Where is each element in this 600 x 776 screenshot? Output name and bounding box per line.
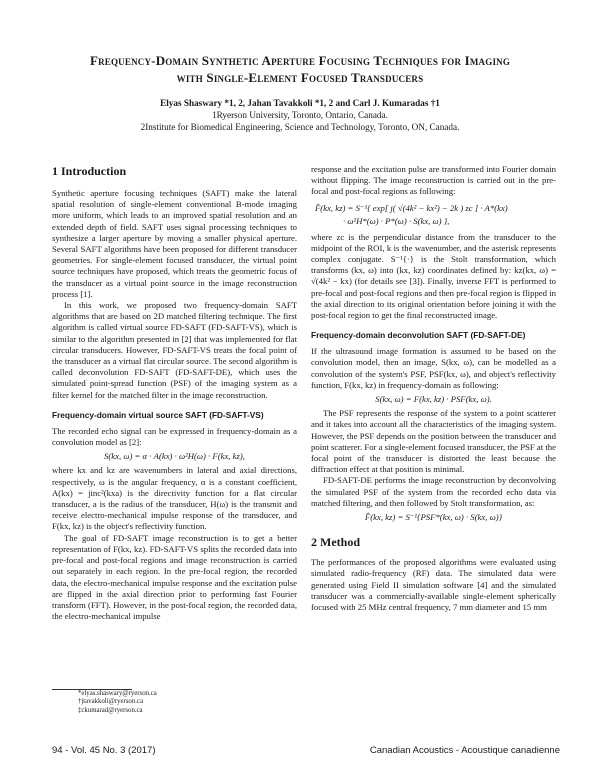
- footnote-3: ‡ckumarad@ryerson.ca: [78, 706, 143, 714]
- paragraph: where zc is the perpendicular distance from the transducer to the midpoint of the ROI, k is the wavenumber, and the asterisk represents complex conjugate. S⁻¹{·} is the Stolt transformation, which transforms (kx, ω) into (kx, kz) coordinates defined by: kz(kx, ω) = √(4k² − kx) (for details see [3]). Finally, inverse FFT is performed to pre-focal and post-focal regions and then pre-focal region is flipped in the axial direction to its original orientation before joining it with the post-focal region to get the final reconstructed image.: [311, 231, 556, 321]
- footnote-2: †jtavakkoli@ryerson.ca: [78, 698, 143, 706]
- equation-2: [311, 202, 556, 228]
- paper-title: [40, 52, 560, 86]
- paragraph: The performances of the proposed algorithms were evaluated using simulated radio-frequency (RF) data. The simulated data were generated using Field II simulation software [4] and the simulated transducer was a commercially-available single-element spherically focused with 25 MHz central frequency, 7 mm diameter and 15 mm: [311, 557, 556, 613]
- right-column: [311, 164, 556, 613]
- affiliation-2: 2Institute for Biomedical Engineering, Science and Technology, Toronto, ON, Canada.: [140, 122, 460, 132]
- paragraph: If the ultrasound image formation is assumed to be based on the convolution model, then an image, S(kx, ω), can be modelled as a convolution of the system's PSF, PSF(kx, ω), and object's reflectivity function, F(kx, kz) in frequency-domain as following:: [311, 346, 556, 390]
- title-line-1: Frequency-Domain Synthetic Aperture Focusing Techniques for Imaging: [89, 53, 511, 68]
- author-names: Elyas Shaswary *1, 2, Jahan Tavakkoli *1, 2 and Carl J. Kumaradas †1: [160, 98, 440, 108]
- title-line-2: with Single-Element Focused Transducers: [176, 70, 424, 85]
- footnotes: [78, 690, 157, 715]
- equation-2-line-2: · ω²H*(ω) · P*(ω) · S(kx, ω) },: [343, 215, 450, 226]
- section-heading-method: 2 Method: [311, 535, 360, 550]
- page-footer-right: Canadian Acoustics - Acoustique canadienne: [369, 745, 560, 756]
- paragraph: Synthetic aperture focusing techniques (SAFT) make the lateral spatial resolution of single-element conventional B-mode imaging more uniform, which leads to an improved spatial resolution and an extended depth of field. SAFT uses signal processing techniques to synthesize a larger aperture by moving a smaller physical aperture. Several SAFT algorithms have been proposed for different transducer geometries. For single-element focused transducer, the virtual point source techniques have proposed, which treats the geometric focus of the transducer as a virtual point source in the image reconstruction process [1].: [52, 188, 297, 299]
- equation-2-line-1: F̂(kx, kz) = S⁻¹{ exp[ j( √(4k² − kx²) − 2k ) zc ] · A*(kx): [315, 202, 508, 213]
- author-block: [40, 97, 560, 133]
- paragraph: The goal of FD-SAFT image reconstruction is to get a better representation of F(kx, kz). FD-SAFT-VS splits the recorded data into pre-focal and post-focal regions and image reconstruction is carried out separately in each region. In the pre-focal region, the recorded data, the electro-mechanical impulse response and the excitation pulse are flipped in the axial direction prior to performing fast Fourier transform (FFT). However, in the post-focal region, the recorded data, the electro-mechanical impulse: [52, 532, 297, 622]
- paragraph: In this work, we proposed two frequency-domain SAFT algorithms that are based on 2D matched filtering technique. The first algorithm is called virtual source FD-SAFT (FD-SAFT-VS), which is similar to the algorithm presented in [2] that was implemented for flat circular transducers. However, FD-SAFT-VS treats the focal point of the transducer as a virtual flat circular source. The second algorithm is called deconvolution FD-SAFT (FD-SAFT-DE), which uses the simulated point-spread function (PSF) of the imaging system as a filter kernel for the matched filter in the image reconstruction.: [52, 300, 297, 400]
- page-footer-left: 94 - Vol. 45 No. 3 (2017): [52, 745, 156, 756]
- paragraph: FD-SAFT-DE performs the image reconstruction by deconvolving the simulated PSF of the system from the recorded echo data via matched filtering, and then followed by Stolt transformation, as:: [311, 475, 556, 508]
- subsection-heading-fd-saft-vs: Frequency-domain virtual source SAFT (FD-SAFT-VS): [52, 409, 264, 420]
- section-heading-introduction: 1 Introduction: [52, 164, 127, 178]
- paragraph: The recorded echo signal can be expressed in frequency-domain as a convolution model as [2]:: [52, 425, 297, 448]
- footnote-1: *elyas.shaswary@ryerson.ca: [78, 690, 157, 697]
- paragraph: The PSF represents the response of the system to a point scatterer and it takes into account all the characteristics of the imaging system. However, the PSF depends on the position between the transducer and point scatterer. For a single-element focused transducer, the PSF at the focal point of the transducer is distorted the least because the diffraction effect at that position is minimal.: [311, 408, 556, 475]
- paragraph: response and the excitation pulse are transformed into Fourier domain without flipping. The image reconstruction is carried out in the pre-focal and post-focal regions as following:: [311, 164, 556, 197]
- left-column: [52, 164, 297, 622]
- affiliation-1: 1Ryerson University, Toronto, Ontario, Canada.: [212, 110, 388, 120]
- equation-4: F̂(kx, kz) = S⁻¹{PSF*(kx, ω) · S(kx, ω)}: [364, 512, 503, 523]
- equation-1: S(kx, ω) = α · A(kx) · ω²H(ω) · F(kx, kz),: [104, 451, 245, 462]
- subsection-heading-fd-saft-de: Frequency-domain deconvolution SAFT (FD-SAFT-DE): [311, 330, 526, 341]
- paragraph: where kx and kz are wavenumbers in lateral and axial directions, respectively, ω is the angular frequency, α is a constant coefficient, A(kx) = jinc²(kxa) is the directivity function for a flat circular transducer, a is the radius of the transducer, H(ω) is the transmit and receive electro-mechanical impulse response of the transducer, and F(kx, kz) is the object's reflectivity function.: [52, 465, 297, 532]
- equation-3: S(kx, ω) = F(kx, kz) · PSF(kx, ω).: [375, 394, 492, 405]
